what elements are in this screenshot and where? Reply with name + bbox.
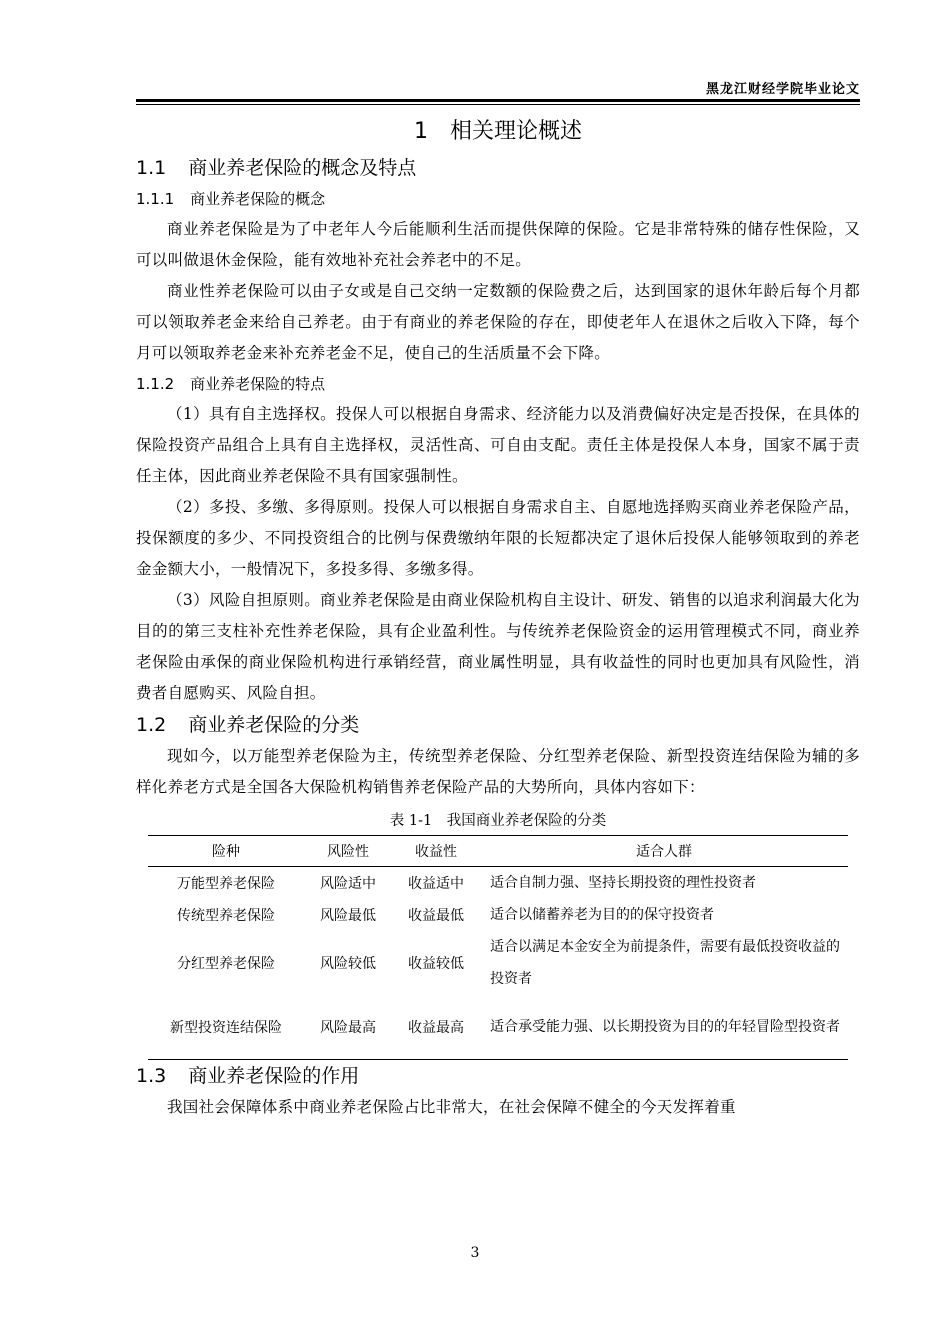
section-1-2-heading [136,709,860,741]
paragraph-classification: 现如今，以万能型养老保险为主，传统型养老保险、分红型养老保险、新型投资连结保险为辅的多样化养老方式是全国各大保险机构销售养老保险产品的大势所向，具体内容如下： [136,747,860,796]
table-caption: 表 1-1 我国商业养老保险的分类 [389,813,607,829]
table-cell-return: 收益较低 [408,956,464,972]
table-cell-type: 分红型养老保险 [177,956,275,972]
table-cell-audience: 适合承受能力强、以长期投资为目的的年轻冒险型投资者 [480,995,848,1060]
table-cell-risk: 风险最低 [320,908,376,924]
subsection-number: 1.1.1 [136,190,175,208]
table-cell-risk: 风险较低 [320,956,376,972]
classification-table [148,835,848,1060]
table-row [148,995,848,1060]
column-header: 收益性 [392,836,480,867]
section-number: 1.3 [136,1065,167,1087]
section-1-1-1-heading [136,184,860,214]
section-title: 商业养老保险的概念及特点 [188,157,417,179]
paragraph-feature-1: （1）具有自主选择权。投保人可以根据自身需求、经济能力以及消费偏好决定是否投保，在具体的保险投资产品组合上具有自主选择权，灵活性高、可自由支配。责任主体是投保人本身，国家不属于责任主体，因此商业养老保险不具有国家强制性。 [136,405,860,485]
section-number: 1.1 [136,157,167,179]
paragraph-feature-2: （2）多投、多缴、多得原则。投保人可以根据自身需求自主、自愿地选择购买商业养老保险产品，投保额度的多少、不同投资组合的比例与保费缴纳年限的长短都决定了退休后投保人能够领取到的养老金金额大小，一般情况下，多投多得、多缴多得。 [136,498,860,578]
paragraph-concept-1: 商业养老保险是为了中老年人今后能顺利生活而提供保障的保险。它是非常特殊的储存性保险，又可以叫做退休金保险，能有效地补充社会养老中的不足。 [136,220,860,269]
chapter-number: 1 [413,119,428,144]
column-header: 适合人群 [480,836,848,867]
table-cell-audience: 适合自制力强、坚持长期投资的理性投资者 [490,875,756,891]
section-number: 1.2 [136,714,167,736]
section-title: 商业养老保险的分类 [188,714,360,736]
column-header: 风险性 [304,836,392,867]
table-cell-audience: 适合以储蓄养老为目的的保守投资者 [490,907,714,923]
table-cell-risk: 风险最高 [304,995,392,1060]
subsection-title: 商业养老保险的特点 [190,375,326,393]
section-1-1-heading [136,152,860,184]
section-title: 商业养老保险的作用 [188,1065,360,1087]
chapter-title-text: 相关理论概述 [449,119,582,144]
header-rule [136,99,860,102]
section-1-3-heading [136,1060,860,1092]
table-cell-return: 收益适中 [408,876,464,892]
paragraph-feature-3: （3）风险自担原则。商业养老保险是由商业保险机构自主设计、研发、销售的以追求利润最大化为目的的第三支柱补充性养老保险，具有企业盈利性。与传统养老保险资金的运用管理模式不同，商业养老保险由承保的商业保险机构进行承销经营，商业属性明显，具有收益性的同时也更加具有风险性，消费者自愿购买、风险自担。 [136,591,860,702]
table-cell-type: 万能型养老保险 [177,876,275,892]
table-cell-audience: 适合以满足本金安全为前提条件，需要有最低投资收益的投资者 [490,939,840,987]
page-body [136,112,860,1123]
table-header-row [148,836,848,867]
subsection-number: 1.1.2 [136,375,175,393]
subsection-title: 商业养老保险的概念 [190,190,326,208]
table-cell-return: 收益最低 [408,908,464,924]
column-header: 险种 [148,836,304,867]
page-number: 3 [470,1245,480,1261]
table-cell-type: 新型投资连结保险 [148,995,304,1060]
table-cell-return: 收益最高 [392,995,480,1060]
paragraph-concept-2: 商业性养老保险可以由子女或是自己交纳一定数额的保险费之后，达到国家的退休年龄后每个月都可以领取养老金来给自己养老。由于有商业的养老保险的存在，即使老年人在退休之后收入下降，每个月可以领取养老金来补充养老金不足，使自己的生活质量不会下降。 [136,282,860,362]
section-1-1-2-heading [136,369,860,399]
header-rule-thin [136,104,860,105]
table-row [148,899,848,931]
table-row [148,931,848,995]
chapter-title [136,112,860,152]
table-cell-risk: 风险适中 [320,876,376,892]
table-cell-type: 传统型养老保险 [177,908,275,924]
running-header: 黑龙江财经学院毕业论文 [705,82,860,97]
table-row [148,867,848,900]
paragraph-role: 我国社会保障体系中商业养老保险占比非常大，在社会保障不健全的今天发挥着重 [167,1098,736,1116]
